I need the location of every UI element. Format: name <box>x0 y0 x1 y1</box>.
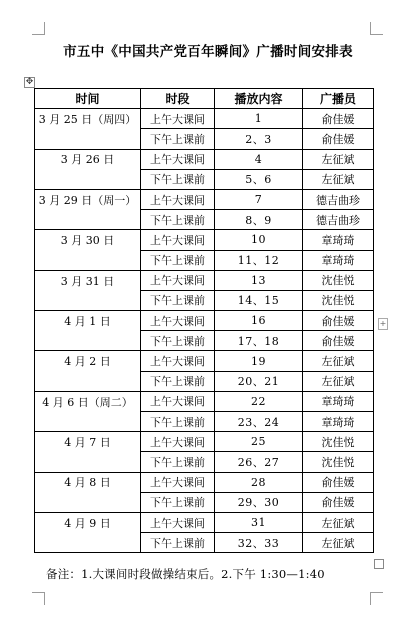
period-cell: 下午上课前 <box>141 412 215 432</box>
header-host: 广播员 <box>303 89 374 109</box>
host-cell: 俞佳媛 <box>303 109 374 129</box>
host-cell: 俞佳媛 <box>303 492 374 512</box>
date-cell <box>35 169 141 189</box>
episode-cell: 10 <box>215 230 303 250</box>
episode-cell: 26、27 <box>215 452 303 472</box>
date-cell: 4 月 1 日 <box>35 311 141 331</box>
table-row <box>35 290 374 310</box>
table-row <box>35 452 374 472</box>
episode-cell: 25 <box>215 432 303 452</box>
date-cell <box>35 371 141 391</box>
header-period: 时段 <box>141 89 215 109</box>
date-cell: 4 月 6 日（周二） <box>35 391 141 411</box>
table-row <box>35 512 374 532</box>
table-row <box>35 311 374 331</box>
page-corner-bottom-right <box>370 592 383 605</box>
table-row <box>35 270 374 290</box>
episode-cell: 14、15 <box>215 290 303 310</box>
date-cell: 3 月 29 日（周一） <box>35 189 141 209</box>
host-cell: 沈佳悦 <box>303 432 374 452</box>
host-cell: 沈佳悦 <box>303 290 374 310</box>
date-cell: 3 月 30 日 <box>35 230 141 250</box>
host-cell: 左征斌 <box>303 169 374 189</box>
table-row <box>35 391 374 411</box>
table-row <box>35 351 374 371</box>
host-cell: 沈佳悦 <box>303 270 374 290</box>
header-content: 播放内容 <box>215 89 303 109</box>
period-cell: 下午上课前 <box>141 371 215 391</box>
date-cell <box>35 412 141 432</box>
date-cell: 3 月 26 日 <box>35 149 141 169</box>
period-cell: 上午大课间 <box>141 432 215 452</box>
period-cell: 上午大课间 <box>141 189 215 209</box>
period-cell: 上午大课间 <box>141 109 215 129</box>
table-row <box>35 492 374 512</box>
host-cell: 章琦琦 <box>303 250 374 270</box>
table-row <box>35 109 374 129</box>
period-cell: 下午上课前 <box>141 210 215 230</box>
table-row <box>35 432 374 452</box>
date-cell <box>35 250 141 270</box>
table-row <box>35 472 374 492</box>
schedule-table <box>34 88 374 553</box>
date-cell: 4 月 9 日 <box>35 512 141 532</box>
period-cell: 上午大课间 <box>141 149 215 169</box>
episode-cell: 32、33 <box>215 533 303 553</box>
period-cell: 下午上课前 <box>141 492 215 512</box>
episode-cell: 29、30 <box>215 492 303 512</box>
episode-cell: 4 <box>215 149 303 169</box>
period-cell: 下午上课前 <box>141 290 215 310</box>
host-cell: 俞佳媛 <box>303 331 374 351</box>
host-cell: 左征斌 <box>303 371 374 391</box>
date-cell <box>35 331 141 351</box>
host-cell: 德吉曲珍 <box>303 189 374 209</box>
table-row <box>35 371 374 391</box>
table-row <box>35 230 374 250</box>
period-cell: 上午大课间 <box>141 311 215 331</box>
episode-cell: 7 <box>215 189 303 209</box>
period-cell: 下午上课前 <box>141 331 215 351</box>
host-cell: 左征斌 <box>303 351 374 371</box>
date-cell: 4 月 2 日 <box>35 351 141 371</box>
table-row <box>35 412 374 432</box>
period-cell: 下午上课前 <box>141 250 215 270</box>
episode-cell: 5、6 <box>215 169 303 189</box>
host-cell: 章琦琦 <box>303 230 374 250</box>
episode-cell: 22 <box>215 391 303 411</box>
table-row <box>35 189 374 209</box>
date-cell <box>35 533 141 553</box>
host-cell: 左征斌 <box>303 533 374 553</box>
side-handle-icon[interactable]: + <box>379 319 387 328</box>
date-cell <box>35 210 141 230</box>
host-cell: 俞佳媛 <box>303 311 374 331</box>
table-row <box>35 533 374 553</box>
host-cell: 沈佳悦 <box>303 452 374 472</box>
table-row <box>35 210 374 230</box>
table-row <box>35 149 374 169</box>
date-cell <box>35 129 141 149</box>
host-cell: 左征斌 <box>303 149 374 169</box>
period-cell: 上午大课间 <box>141 512 215 532</box>
table-resize-handle-icon[interactable] <box>374 559 384 569</box>
table-row <box>35 250 374 270</box>
episode-cell: 23、24 <box>215 412 303 432</box>
episode-cell: 19 <box>215 351 303 371</box>
page-corner-top-right <box>370 22 383 35</box>
header-time: 时间 <box>35 89 141 109</box>
period-cell: 上午大课间 <box>141 391 215 411</box>
episode-cell: 31 <box>215 512 303 532</box>
period-cell: 下午上课前 <box>141 452 215 472</box>
document-title: 市五中《中国共产党百年瞬间》广播时间安排表 <box>63 44 353 60</box>
date-cell: 4 月 7 日 <box>35 432 141 452</box>
table-header-row <box>35 89 374 109</box>
date-cell: 3 月 25 日（周四） <box>35 109 141 129</box>
date-cell: 3 月 31 日 <box>35 270 141 290</box>
period-cell: 上午大课间 <box>141 472 215 492</box>
episode-cell: 2、3 <box>215 129 303 149</box>
table-row <box>35 331 374 351</box>
table-row <box>35 169 374 189</box>
date-cell <box>35 290 141 310</box>
date-cell <box>35 452 141 472</box>
episode-cell: 28 <box>215 472 303 492</box>
host-cell: 俞佳媛 <box>303 129 374 149</box>
table-row <box>35 129 374 149</box>
period-cell: 上午大课间 <box>141 230 215 250</box>
episode-cell: 17、18 <box>215 331 303 351</box>
host-cell: 章琦琦 <box>303 412 374 432</box>
period-cell: 上午大课间 <box>141 270 215 290</box>
footnote: 备注：1.大课间时段做操结束后。2.下午 1:30—1:40 <box>46 567 325 581</box>
host-cell: 章琦琦 <box>303 391 374 411</box>
date-cell <box>35 492 141 512</box>
period-cell: 上午大课间 <box>141 351 215 371</box>
host-cell: 俞佳媛 <box>303 472 374 492</box>
period-cell: 下午上课前 <box>141 129 215 149</box>
episode-cell: 8、9 <box>215 210 303 230</box>
table-move-handle-icon[interactable]: ✥ <box>25 77 34 87</box>
period-cell: 下午上课前 <box>141 169 215 189</box>
date-cell: 4 月 8 日 <box>35 472 141 492</box>
period-cell: 下午上课前 <box>141 533 215 553</box>
page-corner-top-left <box>32 22 45 35</box>
episode-cell: 13 <box>215 270 303 290</box>
host-cell: 德吉曲珍 <box>303 210 374 230</box>
episode-cell: 1 <box>215 109 303 129</box>
episode-cell: 20、21 <box>215 371 303 391</box>
host-cell: 左征斌 <box>303 512 374 532</box>
episode-cell: 11、12 <box>215 250 303 270</box>
page-corner-bottom-left <box>32 592 45 605</box>
episode-cell: 16 <box>215 311 303 331</box>
